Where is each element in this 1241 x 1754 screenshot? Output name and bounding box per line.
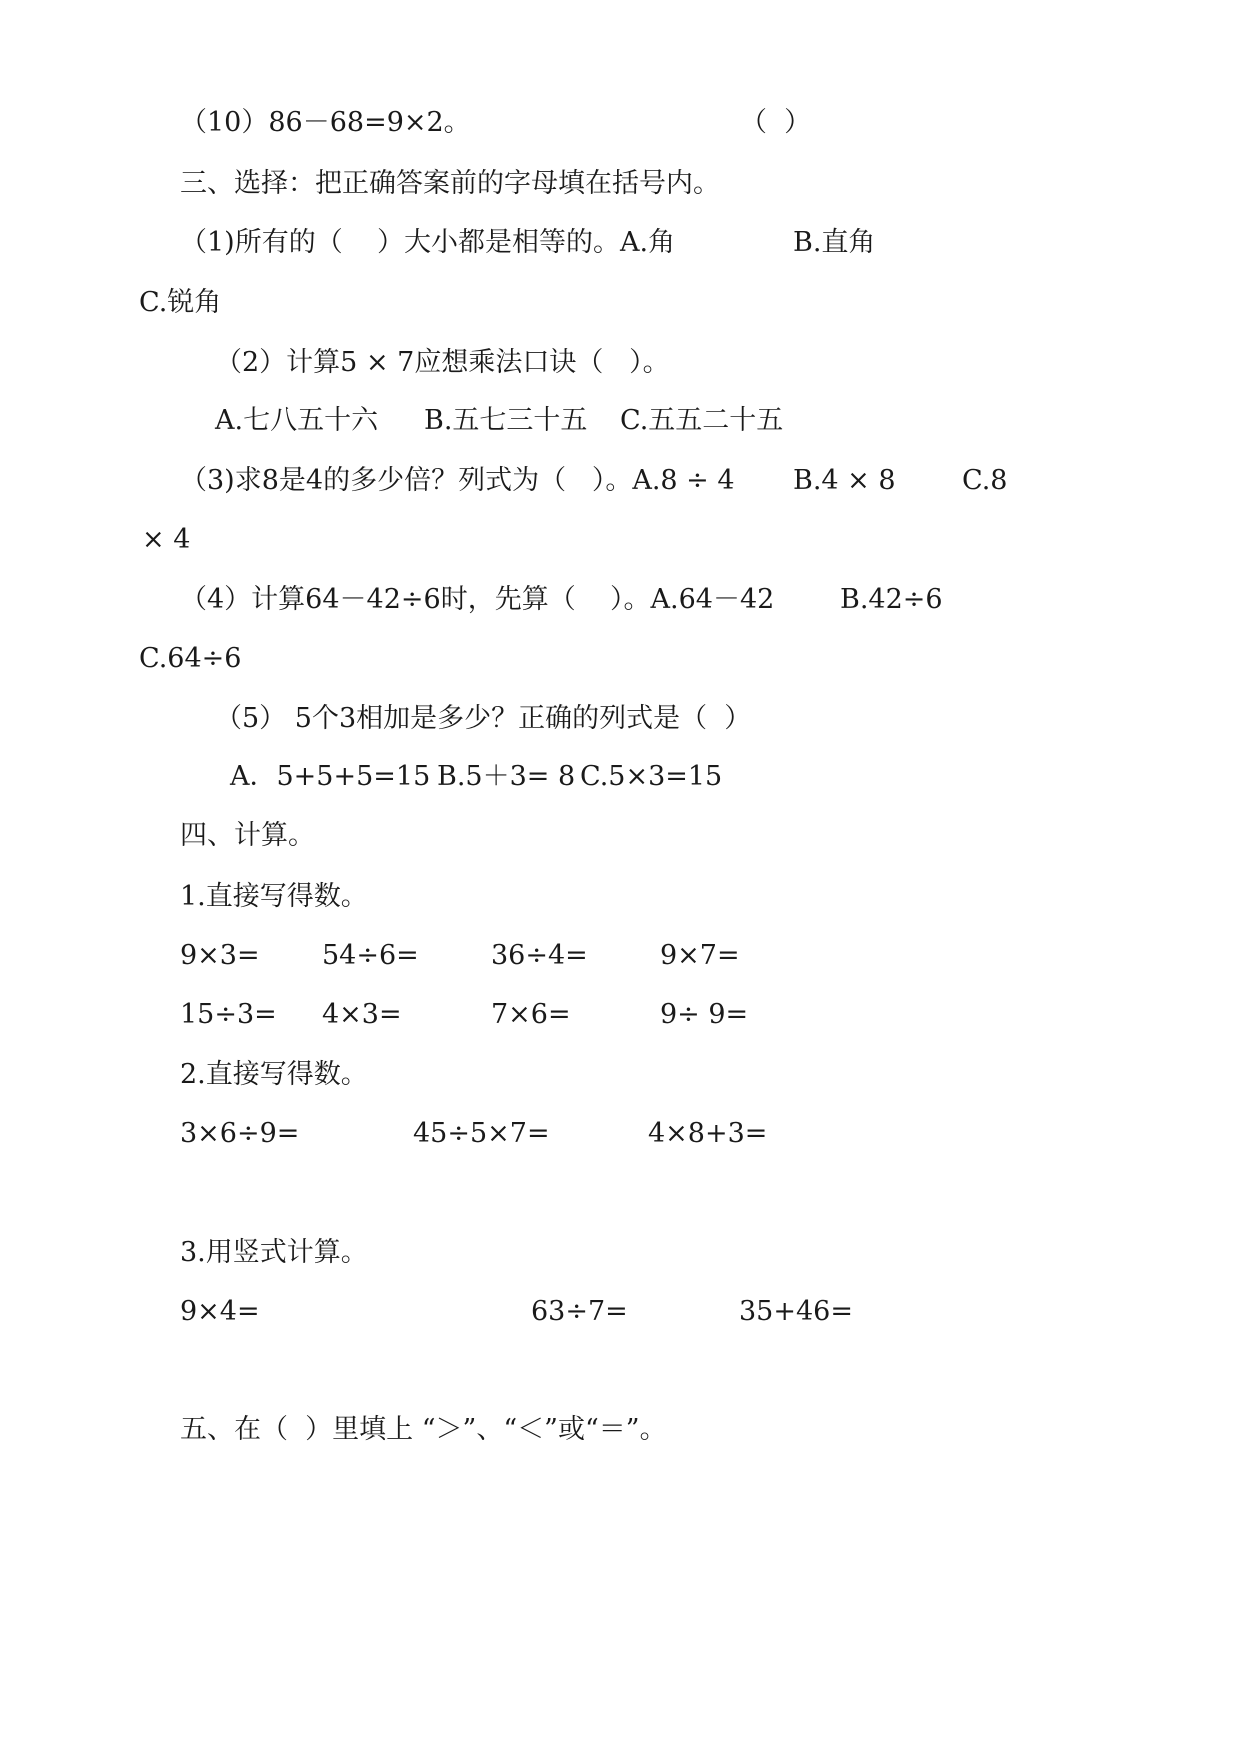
sec4-part1-item: 15÷3= bbox=[180, 999, 277, 1030]
sec3-q2-option-b: B.五七三十五 bbox=[424, 405, 588, 436]
sec4-part1-item: 7×6= bbox=[491, 999, 571, 1030]
sec4-part3-title: 3.用竖式计算。 bbox=[180, 1237, 368, 1268]
sec3-q2-option-c: C.五五二十五 bbox=[620, 405, 784, 436]
sec4-part3-item: 63÷7= bbox=[531, 1296, 628, 1327]
sec3-q3-option-c-continued: × 4 bbox=[142, 524, 191, 555]
sec4-part2-item: 3×6÷9= bbox=[180, 1118, 300, 1149]
sec3-q2-option-a: A.七八五十六 bbox=[215, 405, 379, 436]
sec4-part1-item: 9×7= bbox=[660, 940, 740, 971]
sec4-part1-item: 9×3= bbox=[180, 940, 260, 971]
sec3-q1-option-b: B.直角 bbox=[793, 227, 876, 258]
sec3-q5-option-c: C.5×3=15 bbox=[580, 761, 723, 792]
section-5-title: 五、在（ ）里填上 “＞”、“＜”或“＝”。 bbox=[180, 1414, 667, 1445]
sec3-q3-option-c: C.8 bbox=[962, 465, 1008, 496]
sec4-part2-item: 45÷5×7= bbox=[413, 1118, 550, 1149]
q10-answer-blank: （ ） bbox=[740, 107, 812, 138]
q10-text: （10）86－68=9×2。 bbox=[180, 107, 471, 138]
sec3-q2-stem: （2）计算5 × 7应想乘法口诀（ ）。 bbox=[215, 347, 670, 378]
section-3-title: 三、选择：把正确答案前的字母填在括号内。 bbox=[180, 168, 720, 199]
sec3-q4-option-b: B.42÷6 bbox=[840, 584, 943, 615]
sec4-part1-item: 4×3= bbox=[322, 999, 402, 1030]
sec4-part1-item: 9÷ 9= bbox=[660, 999, 749, 1030]
sec4-part1-item: 36÷4= bbox=[491, 940, 588, 971]
sec3-q1-option-c: C.锐角 bbox=[139, 287, 222, 318]
sec4-part3-item: 35+46= bbox=[739, 1296, 853, 1327]
sec3-q4-option-c: C.64÷6 bbox=[139, 643, 242, 674]
sec3-q3-option-b: B.4 × 8 bbox=[793, 465, 896, 496]
sec3-q5-option-b: B.5＋3= 8 bbox=[437, 761, 576, 792]
sec4-part1-title: 1.直接写得数。 bbox=[180, 881, 368, 912]
sec4-part1-item: 54÷6= bbox=[322, 940, 419, 971]
sec4-part3-item: 9×4= bbox=[180, 1296, 260, 1327]
sec3-q4-stem: （4）计算64－42÷6时，先算（ ）。A.64－42 bbox=[180, 584, 775, 615]
section-4-title: 四、计算。 bbox=[180, 820, 315, 851]
sec4-part2-title: 2.直接写得数。 bbox=[180, 1059, 368, 1090]
sec4-part2-item: 4×8+3= bbox=[648, 1118, 768, 1149]
sec3-q5-stem: （5） 5个3相加是多少？正确的列式是（ ） bbox=[215, 703, 752, 734]
sec3-q5-option-a: A．5+5+5=15 bbox=[230, 761, 431, 792]
sec3-q3-stem: （3)求8是4的多少倍？列式为（ ）。A.8 ÷ 4 bbox=[180, 465, 735, 496]
sec3-q1-stem: （1)所有的（ ）大小都是相等的。A.角 bbox=[180, 227, 676, 258]
